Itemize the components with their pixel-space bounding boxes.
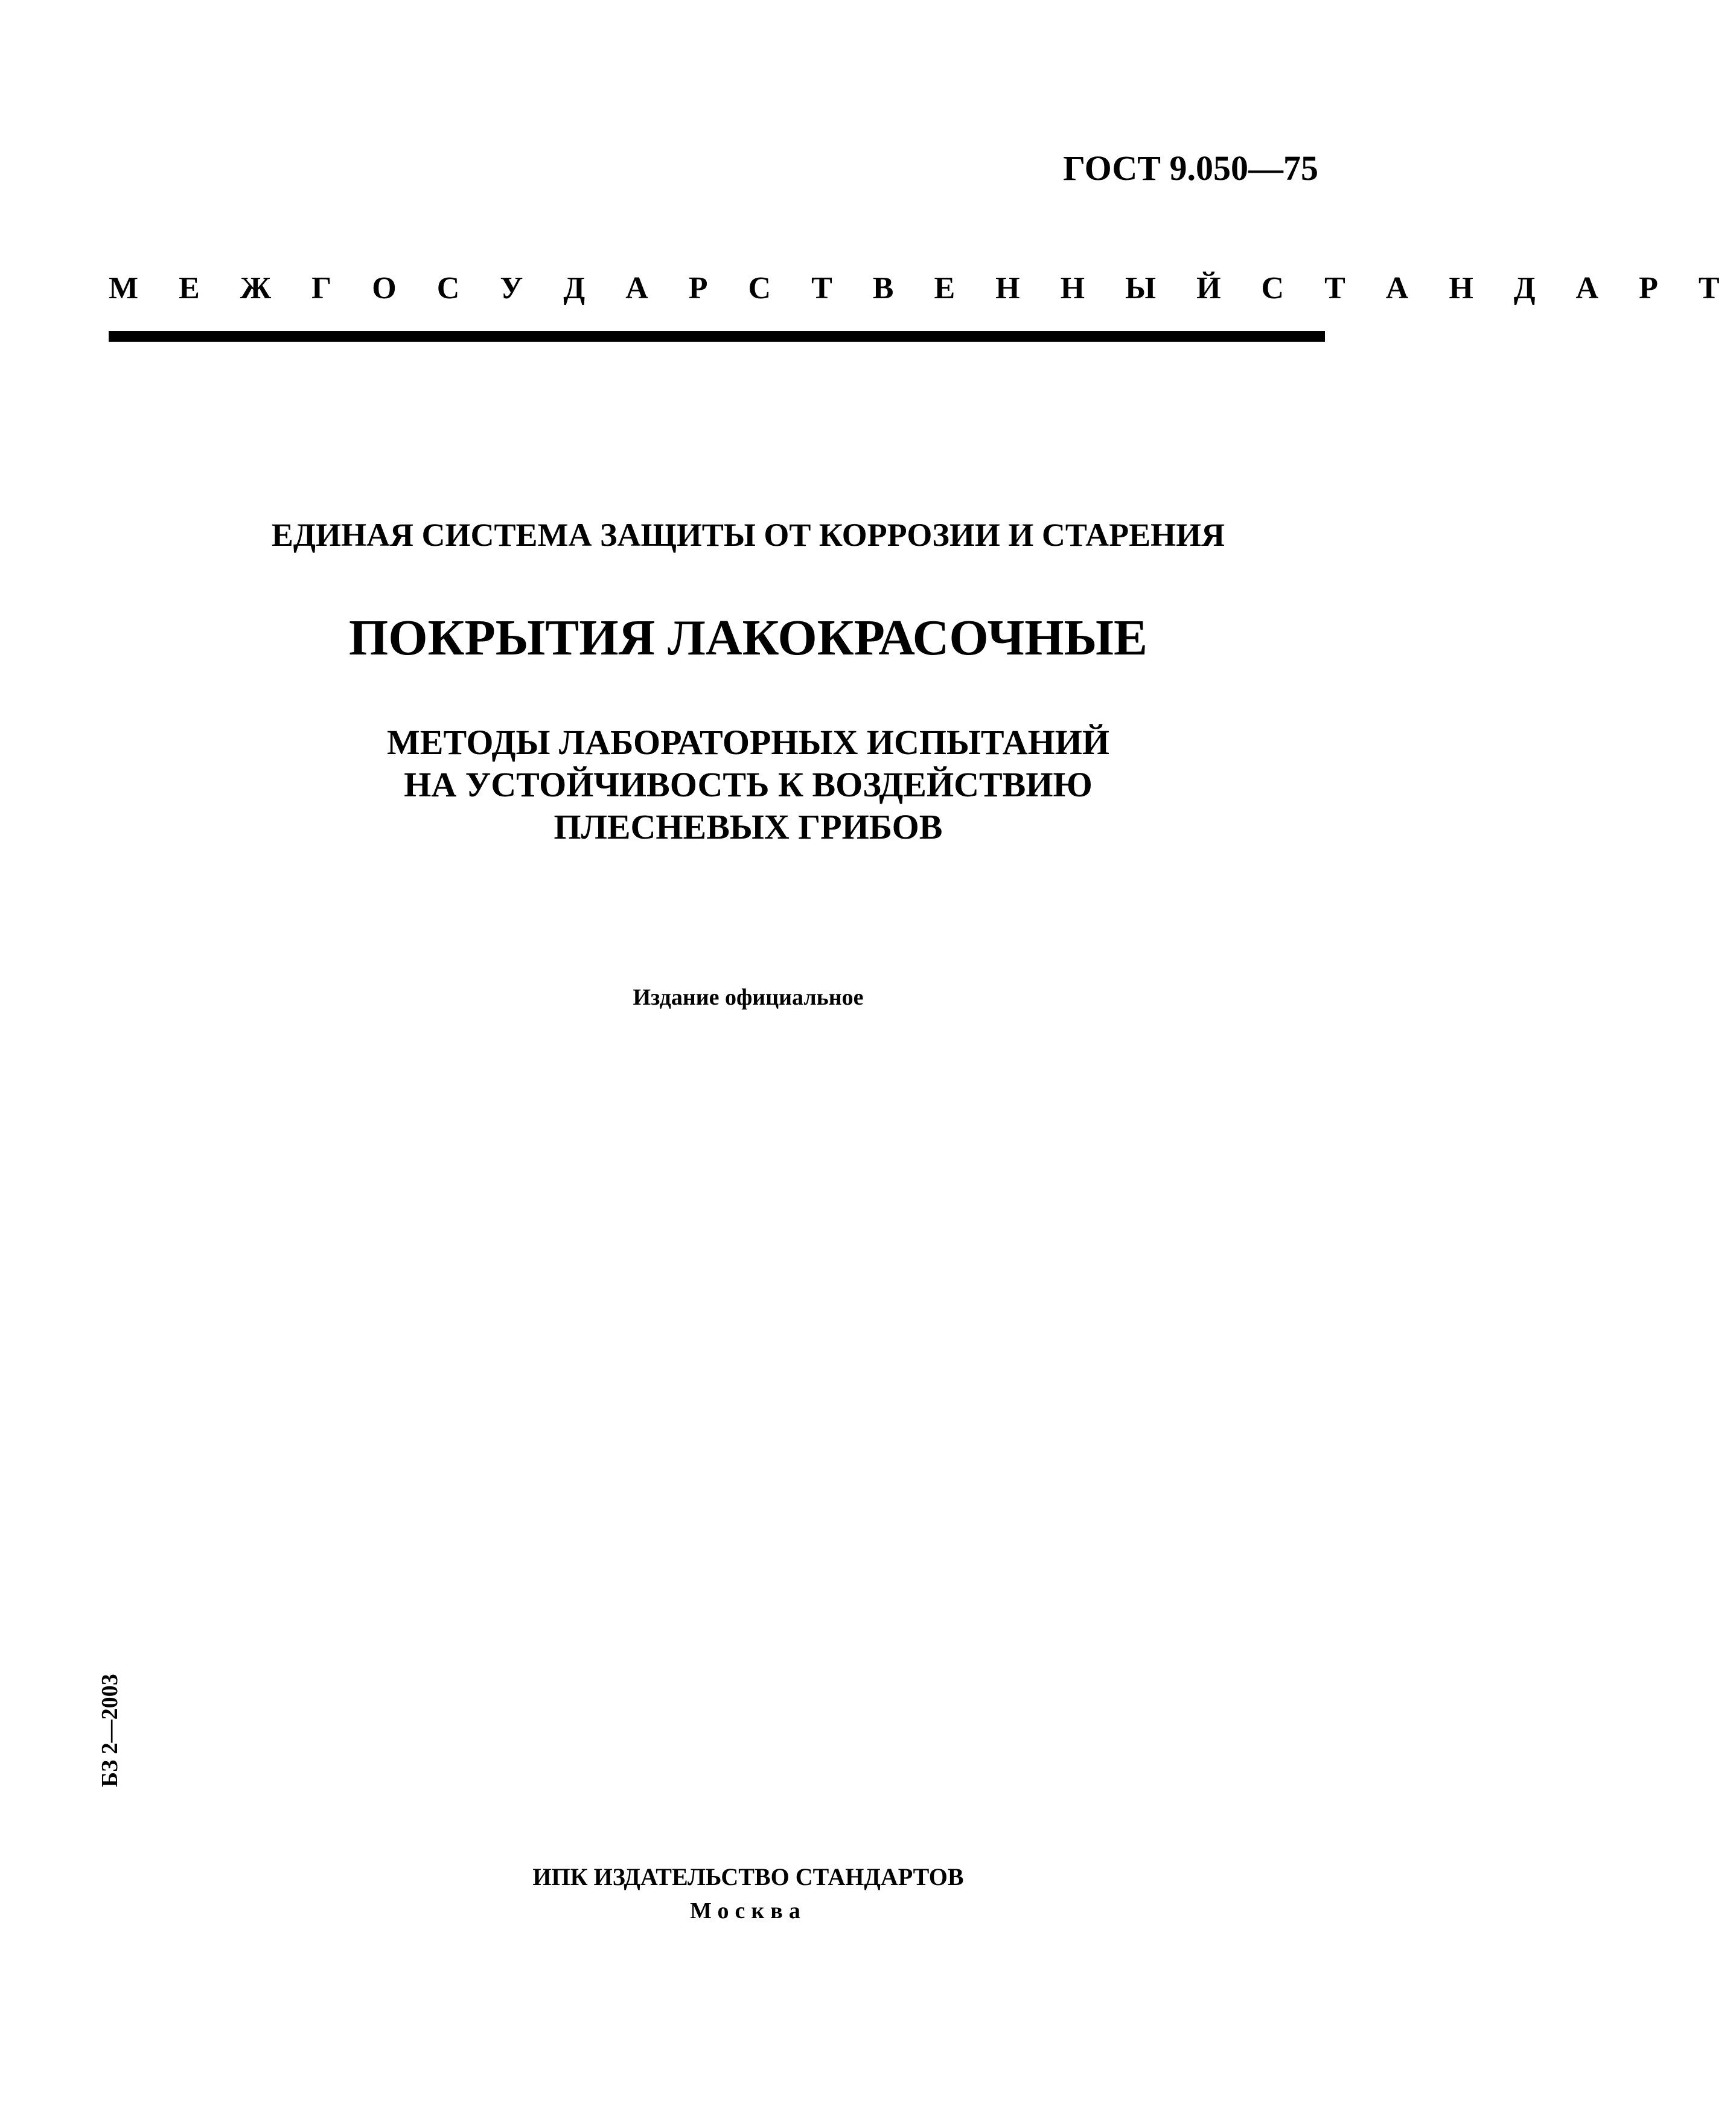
subtitle: [0, 721, 1496, 848]
publisher: ИПК ИЗДАТЕЛЬСТВО СТАНДАРТОВ: [532, 1863, 964, 1890]
standard-category: М Е Ж Г О С У Д А Р С Т В Е Н Н Ы Й С Т А Н Д А Р Т: [109, 271, 1736, 306]
header-rule: [109, 331, 1325, 342]
subtitle-line: ПЛЕСНЕВЫХ ГРИБОВ: [554, 807, 943, 846]
main-title: ПОКРЫТИЯ ЛАКОКРАСОЧНЫЕ: [348, 610, 1148, 666]
system-title: ЕДИНАЯ СИСТЕМА ЗАЩИТЫ ОТ КОРРОЗИИ И СТАРЕНИЯ: [271, 517, 1225, 553]
side-code: БЗ 2—2003: [97, 1674, 123, 1787]
subtitle-line: МЕТОДЫ ЛАБОРАТОРНЫХ ИСПЫТАНИЙ: [387, 723, 1109, 762]
subtitle-line: НА УСТОЙЧИВОСТЬ К ВОЗДЕЙСТВИЮ: [404, 765, 1093, 804]
standard-designation: ГОСТ 9.050—75: [1063, 149, 1318, 188]
publisher-city: Москва: [690, 1898, 806, 1924]
edition-note: Издание официальное: [633, 985, 864, 1010]
